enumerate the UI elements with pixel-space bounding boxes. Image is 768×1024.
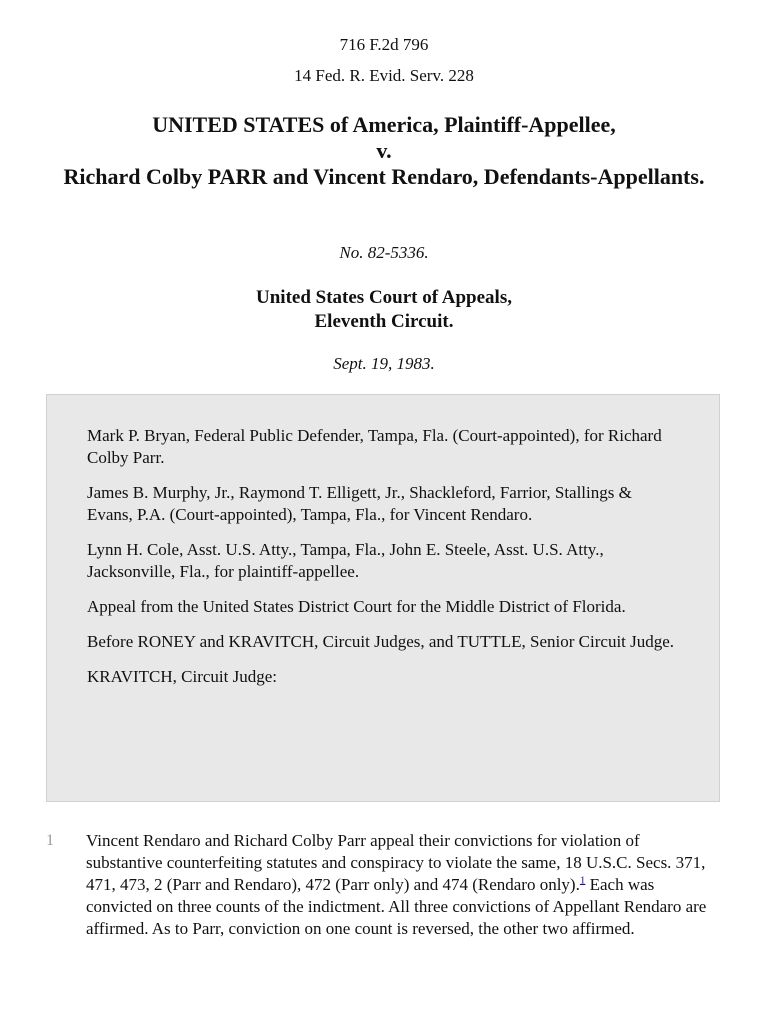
counsel-appellant-parr: Mark P. Bryan, Federal Public Defender, Tampa, Fla. (Court-appointed), for Richard Colby Parr. [87, 426, 662, 467]
court-name-line-1: United States Court of Appeals, [256, 287, 512, 308]
paragraph-text-part-2: Each was convicted on three counts of the indictment. All three convictions of Appellant Rendaro are affirmed. As to Parr, conviction on one count is reversed, the other two affirmed. [86, 875, 707, 938]
paragraph-text-part-1: Vincent Rendaro and Richard Colby Parr appeal their convictions for violation of substantive counterfeiting statutes and conspiracy to violate the same, 18 U.S.C. Secs. 371, 471, 473, 2 (Parr and Rendaro), 472 (Parr only) and 474 (Rendaro only). [86, 831, 706, 894]
court-name [0, 286, 768, 334]
case-caption [60, 112, 708, 190]
caption-defendants: Richard Colby PARR and Vincent Rendaro, Defendants-Appellants. [63, 164, 705, 189]
secondary-citation: 14 Fed. R. Evid. Serv. 228 [294, 66, 474, 85]
panel-judges: Before RONEY and KRAVITCH, Circuit Judges, and TUTTLE, Senior Circuit Judge. [87, 632, 675, 651]
paragraph-number: 1 [46, 832, 54, 849]
paragraph-text [86, 830, 716, 940]
caption-versus: v. [376, 138, 392, 163]
docket-number: No. 82-5336. [339, 243, 429, 262]
opinion-author: KRAVITCH, Circuit Judge: [87, 667, 277, 686]
counsel-appellee: Lynn H. Cole, Asst. U.S. Atty., Tampa, Fla., John E. Steele, Asst. U.S. Atty., Jacksonville, Fla., for plaintiff-appellee. [87, 540, 604, 581]
counsel-box [46, 394, 720, 802]
appeal-origin: Appeal from the United States District Court for the Middle District of Florida. [87, 597, 626, 616]
reporter-citation: 716 F.2d 796 [339, 35, 429, 54]
footnote-link[interactable]: 1 [579, 874, 586, 887]
decision-date: Sept. 19, 1983. [333, 354, 435, 373]
caption-plaintiff: UNITED STATES of America, Plaintiff-Appellee, [152, 112, 616, 137]
court-name-line-2: Eleventh Circuit. [314, 311, 454, 332]
counsel-appellant-rendaro: James B. Murphy, Jr., Raymond T. Elligett, Jr., Shackleford, Farrior, Stallings & Evans, P.A. (Court-appointed), Tampa, Fla., for Vincent Rendaro. [87, 483, 632, 524]
